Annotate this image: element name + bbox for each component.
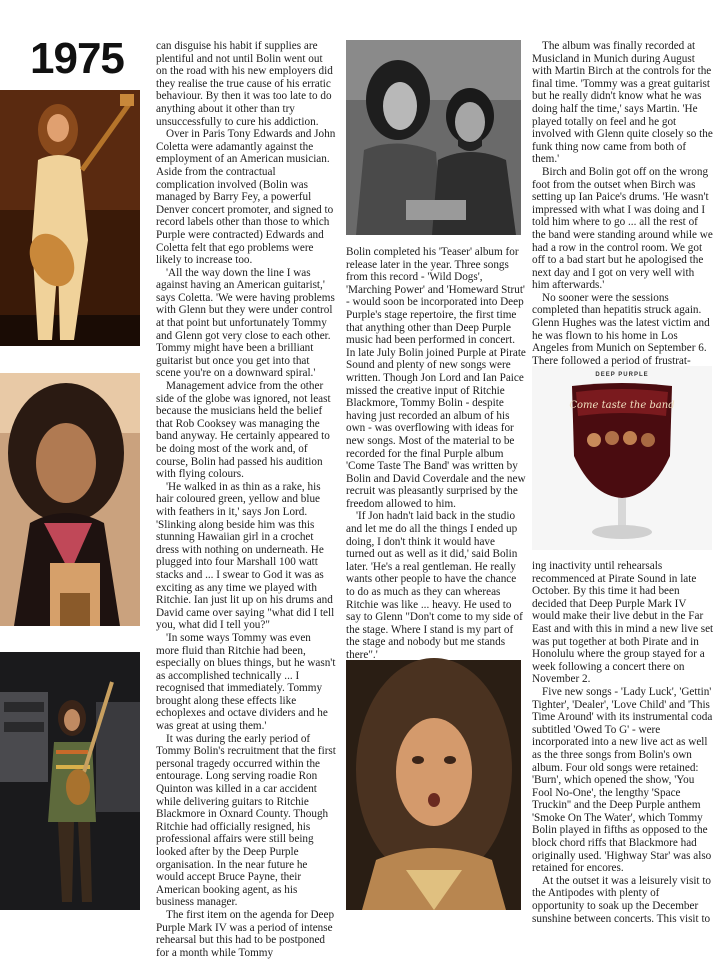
col1-paragraph-6: 'In some ways Tommy was even more fluid than Ritchie had been, especially on blues things, but he wasn't as accomplished technically ... I recognised that immediately. Tommy brought along these effects like echoplexes and octave dividers and he was great at using them.' (156, 631, 336, 733)
col1-paragraph-4: Management advice from the other side of the globe was ignored, not least because the musicians held the belief that Rob Cooksey was managing the band anyway. He certainly appeared to be doing most of the work and, of course, Bolin had passed his audition with flying colours. (156, 380, 331, 481)
text-column-one (156, 40, 336, 959)
col2-paragraph-2: 'If Jon hadn't laid back in the studio and let me do all the things I ended up doing, I don't think it would have turned out as well as it did,' said Bolin later. 'He's a real gentleman. He really wants other people to have the chance to do as much as they can whereas Ritchie was like ... heavy. He used to say to Glenn "Don't come to my side of the stage. Where I stand is my part of the stage and nobody but me stands there".' (346, 510, 523, 661)
text-column-two (346, 246, 526, 661)
photo-portrait-closeup (0, 373, 140, 626)
album-title-script: Come taste the band (569, 400, 675, 411)
photo-bassist-on-stage (0, 90, 140, 346)
col1-paragraph-5: 'He walked in as thin as a rake, his hair coloured green, yellow and blue with feathers in it,' says Jon Lord. 'Slinking along beside him was this stunning Hawaiian girl in a crochet dress with nothing on underneath. He plugged into four Marshall 100 watt stacks and ... I swear to God it was as exciting as any time we played with Ritchie. Ian just lit up on his drums and David came over saying "what did I tell you, what did I tell you?" (156, 480, 335, 632)
col1-paragraph-2: Over in Paris Tony Edwards and John Coletta were adamantly against the employment of an American musician. Aside from the contractual complication involved (Bolin was managed by Barry Fey, a powerful Denver concert promoter, and signed to record labels other than those to which Purple were contracted) Edwards and Coletta felt that ego problems were likely to increase too. (156, 128, 336, 267)
col3-paragraph-3: No sooner were the sessions completed than hepatitis struck again. Glenn Hughes was the latest victim and he was flown to his home in Los Angeles from Munich on September 6. There followed a period of frustrat- (532, 291, 710, 367)
col3-paragraph-5: Five new songs - 'Lady Luck', 'Gettin' Tighter', 'Dealer', 'Love Child' and 'This Time Around' with its instrumental coda subtitled 'Owed To G' - were incorporated into a new live act as well as the three songs from Bolin's own album. Four old songs were retained: 'Burn', which opened the show, 'You Fool No-One', the lengthy 'Space Truckin'' and the Deep Purple anthem 'Smoke On The Water', which Tommy Bolin played in fifths as opposed to the block chord riffs that Blackmore had originally used. 'Highway Star' was also retained for encores. (532, 685, 713, 875)
year-heading: 1975 (30, 34, 124, 83)
album-cover-come-taste-the-band (532, 366, 712, 550)
col3-paragraph-2: Birch and Bolin got off on the wrong foot from the outset when Birch was setting up Ian Paice's drums. 'He wasn't impressed with what I was doing and I told him where to go ... all the rest of the band were standing around while we had a row in the control room. We got off to a bad start but he apologised the next day and I got on very well with him afterwards.' (532, 165, 713, 292)
photo-two-musicians (346, 40, 521, 235)
photo-singer-portrait (346, 660, 521, 910)
col3-paragraph-4: ing inactivity until rehearsals recommenced at Pirate Sound in late October. By this time it had been decided that Deep Purple Mark IV would make their live debut in the Far East and with this in mind a new live set was put together at both Pirate and in Honolulu where the group stayed for a week following a concert there on November 2. (532, 560, 714, 686)
col1-paragraph-7: It was during the early period of Tommy Bolin's recruitment that the first personal tragedy occurred within the entourage. Long serving roadie Ron Quinton was killed in a car accident while delivering guitars to Ritchie Blackmore in Oxnard County. Though Ritchie had officially resigned, his professional affairs were still being looked after by the Deep Purple organisation. In the near future he would accept Bruce Payne, their American booking agent, as his business manager. (156, 732, 336, 909)
photo-guitarist-with-amps (0, 652, 140, 910)
col1-paragraph-1: can disguise his habit if supplies are plentiful and not until Bolin went out on the road with his new employers did they realise the true cause of his erratic behaviour. By then it was too late to do anything about it other than try unsuccessfully to cure his addiction. (156, 40, 333, 128)
col1-paragraph-3: 'All the way down the line I was against having an American guitarist,' says Coletta. 'We were having problems with Glenn but they were under control at that point but unfortunately Tommy and Glenn got very close to each other. Tommy might have been a brilliant guitarist but once you get into that scene you're on a downward spiral.' (156, 266, 335, 380)
text-column-three-bottom (532, 560, 714, 925)
text-column-three-top (532, 40, 714, 367)
col1-paragraph-8: The first item on the agenda for Deep Purple Mark IV was a period of intense rehearsal but this had to be postponed for a month while Tommy (156, 908, 335, 959)
col2-paragraph-1: Bolin completed his 'Teaser' album for release later in the year. Three songs from this record - 'Wild Dogs', 'Marching Power' and 'Homeward Strut' - would soon be incorporated into Deep Purple's stage repertoire, the first time that anything other than Deep Purple music had been performed in concert. In late July Bolin joined Purple at Pirate Sound and plenty of new songs were written. Though Jon Lord and Ian Paice missed the creative input of Ritchie Blackmore, Tommy Bolin - despite having just recorded an album of his own - was overflowing with ideas for new songs. Most of the material to be recorded for the final Purple album 'Come Taste The Band' was written by Bolin and David Coverdale and the new recruit was pleasantly surprised by the freedom allowed to him. (346, 246, 526, 510)
album-band-name: DEEP PURPLE (595, 372, 649, 378)
col3-paragraph-1: The album was finally recorded at Musicland in Munich during August with Martin Birch at the controls for the final time. 'Tommy was a great guitarist but he really didn't know what he was doing half the time,' says Martin. 'He played totally on feel and he got involved with Glenn quite closely so the funk thing now came from both of them.' (532, 40, 713, 166)
col3-paragraph-6: At the outset it was a leisurely visit to the Antipodes with plenty of opportunity to soak up the December sunshine between concerts. This visit to (532, 874, 712, 925)
